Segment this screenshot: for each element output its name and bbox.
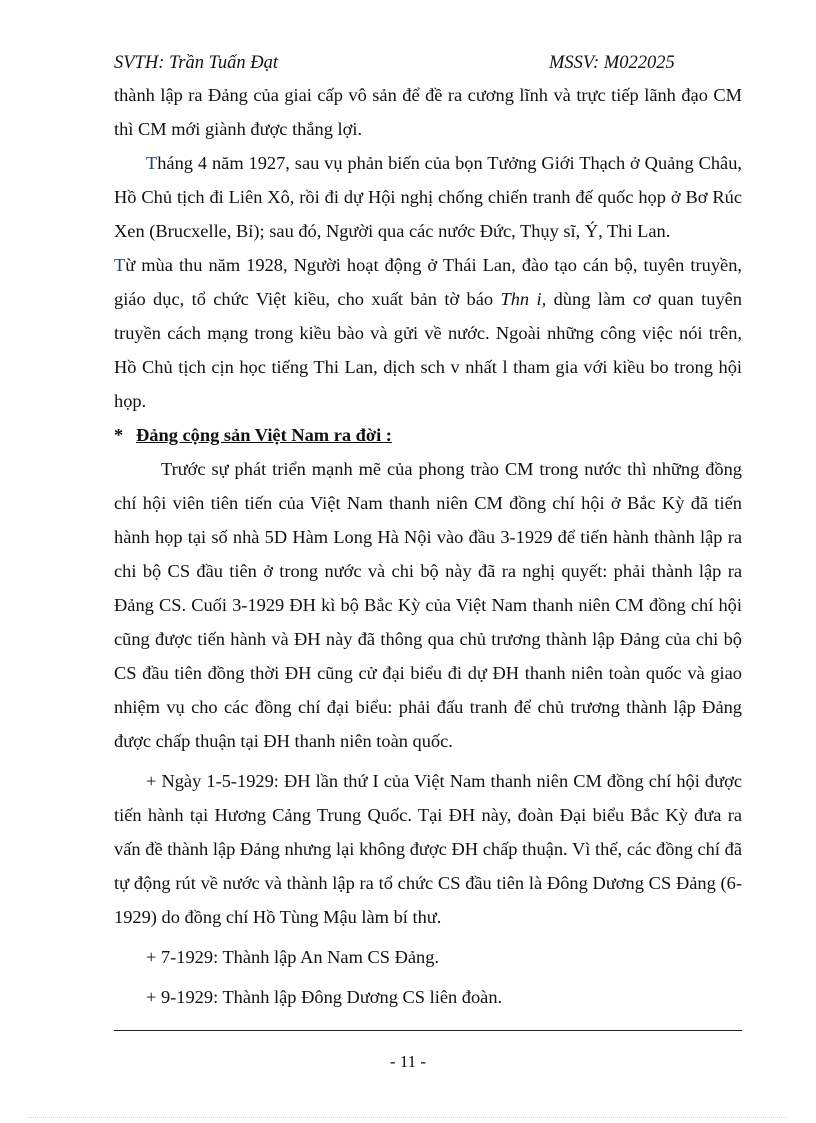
paragraph-2-initial: T [146,153,158,173]
document-body [114,78,742,1014]
paragraph-1: thành lập ra Đảng của giai cấp vô sản để đề ra cương lĩnh và trực tiếp lãnh đạo CM thì CM mới giành được thắng lợi. [114,85,742,139]
bullet-star: * [114,425,124,445]
page-number: - 11 - [389,1052,427,1071]
paragraph-3 [114,248,742,418]
section-heading-text: Đảng cộng sản Việt Nam ra đời : [136,425,392,445]
page-edge-dotted-line [28,1117,788,1118]
footer-rule [114,1030,742,1031]
paragraph-2-text: háng 4 năm 1927, sau vụ phản biến của bọn Tưởng Giới Thạch ở Quảng Châu, Hồ Chủ tịch đi Liên Xô, rồi đi dự Hội nghị chống chiến tranh đế quốc họp ở Bơ Rúc Xen (Brucxelle, Bỉ); sau đó, Người qua các nước Đức, Thụy sĩ, Ý, Thi Lan. [114,153,742,241]
paragraph-3-text-b: dùng làm cơ quan tuyên truyền cách mạng trong kiều bào và gửi về nước. Ngoài những công việc nói trên, Hồ Chủ tịch cịn học tiếng Thi Lan, dịch sch v nhất l tham gia với kiều bo trong hội họp. [114,289,742,411]
paragraph-5: + Ngày 1-5-1929: ĐH lần thứ I của Việt Nam thanh niên CM đồng chí hội được tiến hành tại Hương Cảng Trung Quốc. Tại ĐH này, đoàn Đại biểu Bắc Kỳ đưa ra vấn đề thành lập Đảng nhưng lại không được ĐH chấp thuận. Vì thế, các đồng chí đã tự động rút về nước và thành lập ra tổ chức CS đầu tiên là Đông Dương CS Đảng (6-1929) do đồng chí Hồ Tùng Mậu làm bí thư. [114,771,742,927]
header-student-name: SVTH: Trần Tuấn Đạt [114,53,278,73]
newspaper-title: Thn i, [500,289,547,309]
header-student-id: MSSV: M022025 [549,53,675,73]
paragraph-7: + 9-1929: Thành lập Đông Dương CS liên đoàn. [146,987,503,1007]
paragraph-6: + 7-1929: Thành lập An Nam CS Đảng. [146,947,440,967]
paragraph-4: Trước sự phát triển mạnh mẽ của phong trào CM trong nước thì những đồng chí hội viên tiên tiến của Việt Nam thanh niên CM đồng chí hội ở Bắc Kỳ đã tiến hành họp tại số nhà 5D Hàm Long Hà Nội vào đầu 3-1929 để tiến hành thành lập ra chi bộ CS đầu tiên ở trong nước và chi bộ này đã ra nghị quyết: phải thành lập ra Đảng CS. Cuối 3-1929 ĐH kì bộ Bắc Kỳ của Việt Nam thanh niên CM đồng chí hội cũng được tiến hành và ĐH này đã thông qua chủ trương thành lập Đảng của chi bộ CS đầu tiên đồng thời ĐH cũng cử đại biểu đi dự ĐH thanh niên toàn quốc và giao nhiệm vụ cho các đồng chí đại biểu: phải đấu tranh để chủ trương thành lập Đảng được chấp thuận tại ĐH thanh niên toàn quốc. [114,459,742,751]
paragraph-3-text-a: ừ mùa thu năm 1928, Người hoạt động ở Thái Lan, đào tạo cán bộ, tuyên truyền, giáo dục, tổ chức Việt kiều, cho xuất bản tờ báo [114,255,742,309]
section-heading [114,418,742,452]
paragraph-2 [114,146,742,248]
paragraph-3-initial: T [114,255,126,275]
